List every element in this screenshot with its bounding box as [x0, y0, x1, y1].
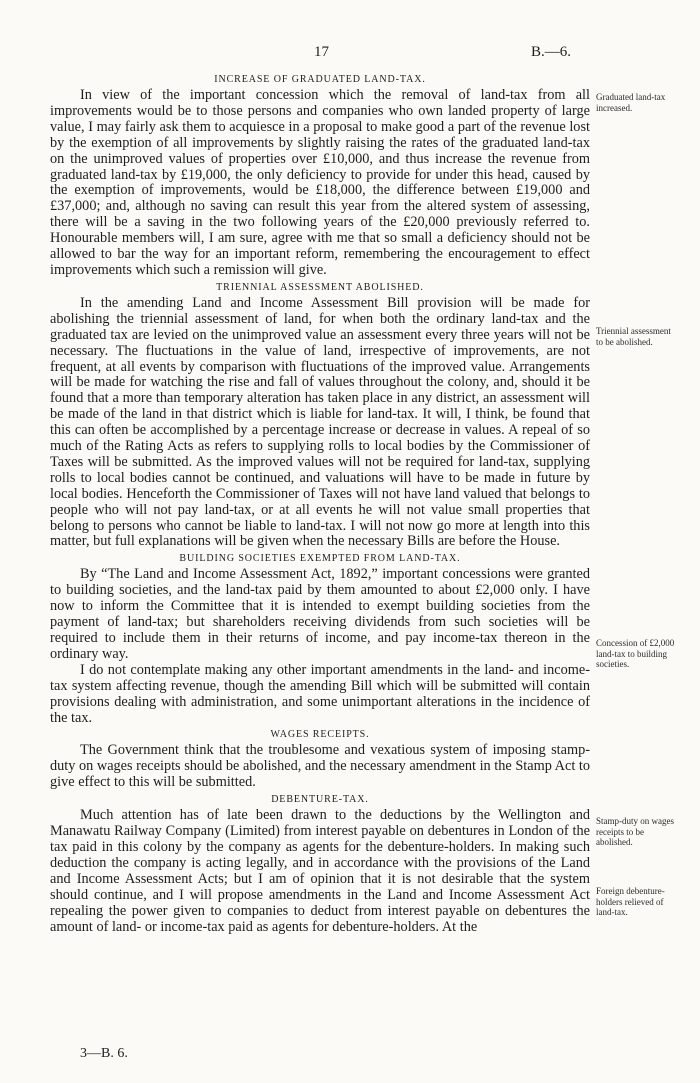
section-graduated-land-tax [50, 74, 590, 279]
margin-note: Triennial assessment to be abolished. [596, 326, 671, 347]
document-reference: B.—6. [531, 44, 572, 60]
paragraph: I do not contemplate making any other important amendments in the land- and income-tax system affecting revenue, though the amending Bill which will be submitted will contain provisions dealing with administration, and some unimportant alterations in the incidence of the tax. [50, 661, 590, 726]
paragraph: By “The Land and Income Assessment Act, 1892,” important concessions were granted to building societies, and the land-tax paid by them amounted to about £2,000 only. I have now to inform the Committee that it is intended to exempt building societies from the payment of land-tax; but shareholders receiving dividends from such societies will be required to include them in their returns of income, and pay income-tax thereon in the ordinary way. [50, 566, 590, 662]
paragraph: Much attention has of late been drawn to the deductions by the Wellington and Manawatu Railway Company (Limited) from interest payable on debentures in London of the tax paid in this colony by the company as agents for the debenture-holders. In making such deduction the company is acting legally, and in accordance with the provisions of the Land and Income Assessment Acts; but I am of opinion that it is not desirable that the system should continue, and I will propose amendments in the Land and Income Assessment Act repealing the power given to companies to deduct from interest payable on debentures the amount of land- or income-tax paid as agents for debenture-holders. At the [50, 807, 590, 935]
section-heading: WAGES RECEIPTS. [270, 729, 370, 741]
margin-note: Foreign debenture-holders relieved of land-tax. [596, 886, 665, 917]
section-heading: TRIENNIAL ASSESSMENT ABOLISHED. [216, 281, 424, 293]
page-header [0, 44, 700, 66]
paragraph: In view of the important concession which the removal of land-tax from all improvements would be to those persons and companies who own landed property of large value, I may fairly ask them to acquiesce in a proposal to make good a part of the revenue lost by the exemption of all improvements by slightly raising the rates of the graduated land-tax on the unimproved values of properties over £10,000, and thus increase the revenue from graduated land-tax by £19,000, the only deficiency to provide for under this head, caused by the exemption of improvements, would be £18,000, the difference between £19,000 and £37,000; and, although no saving can result this year from the altered system of assessing, there will be a saving in the two following years of the £20,000 previously referred to. Honourable members will, I am sure, agree with me that so small a deficiency should not be allowed to bar the way for an important reform, remembering the encouragement to effect improvements which such a remission will give. [50, 87, 590, 278]
section-building-societies [50, 553, 590, 726]
paragraph: The Government think that the troublesome and vexatious system of imposing stamp-duty on wages receipts should be abolished, and the necessary amendment in the Stamp Act to give effect to this will be submitted. [50, 742, 590, 791]
margin-note: Concession of £2,000 land-tax to building societies. [596, 638, 675, 669]
section-debenture-tax [50, 794, 590, 935]
section-wages-receipts [50, 729, 590, 791]
signature-mark: 3—B. 6. [80, 1046, 128, 1061]
body-column [50, 74, 590, 935]
section-triennial-assessment [50, 282, 590, 551]
paragraph: In the amending Land and Income Assessment Bill provision will be made for abolishing the triennial assessment of land, for when both the ordinary land-tax and the graduated tax are levied on the unimproved value an assessment every three years will not be necessary. The fluctuations in the value of land, irrespective of improvements, are not frequent, at all events by comparison with fluctuations of the improved value. Arrangements will be made for watching the rise and fall of values throughout the colony, and, should it be found that a more than temporary alteration has taken place in any district, an assessment will be made of the land in that district which is liable for land-tax. It will, I think, be found that this can often be accomplished by a percentage increase or decrease in values. A repeal of so much of the Rating Acts as refers to supplying rolls to local bodies by the Commissioner of Taxes will be submitted. As the improved values will not be required for land-tax, supplying rolls to local bodies cannot be continued, and valuations will have to be made in future by local bodies. Henceforth the Commissioner of Taxes will not have land valued that belongs to people who will not pay land-tax, or at all events he will not value small properties that belong to persons who cannot be liable to land-tax. I will not now go more at length into this matter, but full explanations will be given when the necessary Bills are before the House. [50, 294, 590, 550]
margin-note: Graduated land-tax increased. [596, 92, 666, 113]
section-heading: DEBENTURE-TAX. [271, 794, 369, 806]
page-number: 17 [314, 44, 329, 60]
margin-note: Stamp-duty on wages receipts to be abolished. [596, 816, 674, 847]
section-heading: BUILDING SOCIETIES EXEMPTED FROM LAND-TAX. [179, 553, 461, 565]
section-heading: INCREASE OF GRADUATED LAND-TAX. [214, 74, 426, 85]
